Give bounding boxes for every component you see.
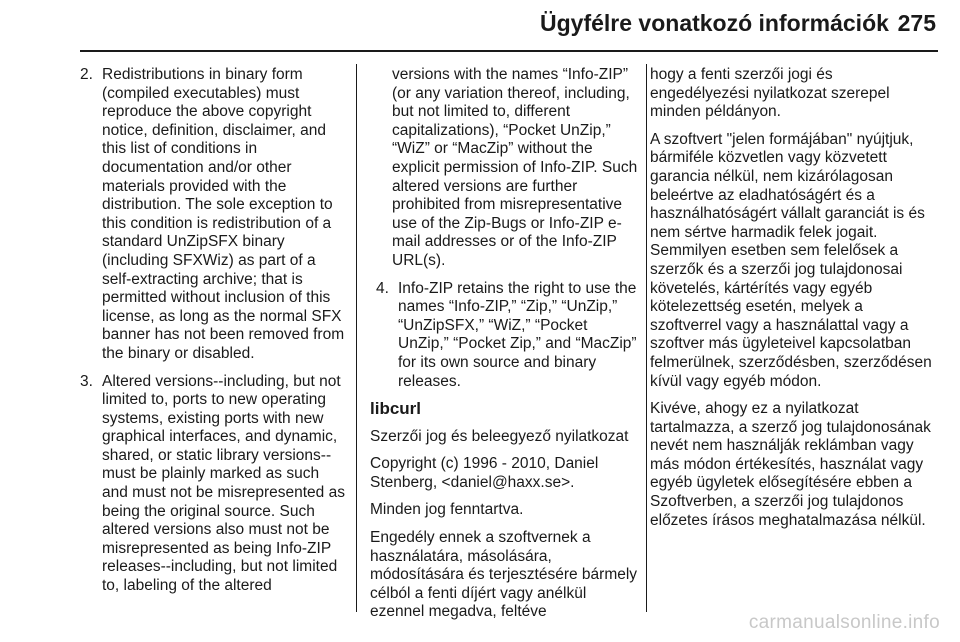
section-heading-libcurl: libcurl: [370, 399, 422, 419]
list-item-4: [370, 280, 638, 392]
paragraph: Copyright (c) 1996 - 2010, Daniel Stenberg, <daniel@haxx.se>.: [370, 455, 599, 491]
paragraph: Kivéve, ahogy ez a nyilatkozat tartalmazza, a szerző jog tulajdonosának nevét nem használják reklámban vagy más módon értékesítés, használat vagy egyéb ügyletek elősegítésére ebben a Szoftverben, a szerzői jog tulajdonos előzetes írásos meghatalmazása nélkül.: [650, 400, 931, 529]
header-divider: [80, 50, 938, 52]
page-title: Ügyfélre vonatkozó információk: [540, 10, 889, 36]
list-item-number: 4.: [376, 279, 389, 297]
column-divider-1: [356, 64, 357, 612]
list-item-text: Info-ZIP retains the right to use the names “Info-ZIP,” “Zip,” “UnZip,” “UnZipSFX,” “WiZ,” “Pocket UnZip,” “Pocket Zip,” and “MacZip” for its own source and binary releases.: [398, 279, 637, 390]
list-item-3: [80, 373, 348, 596]
watermark: carmanualsonline.info: [748, 612, 940, 633]
paragraph: Minden jog fenntartva.: [370, 501, 524, 519]
paragraph: A szoftvert "jelen formájában" nyújtjuk, bármiféle közvetlen vagy közvetett garancia nélkül, nem kizárólagosan beleértve az eladhatóságért és a használhatóságért vállalt garanciát is és nem sértve harmadik felek jogait. Semmilyen esetben sem felelősek a szerzők és a szerzői jog tulajdonosai követelés, kártérítés vagy egyéb kötelezettség esetén, melyek a szoftverrel vagy a használattal vagy a szoftver más ügyleteivel kapcsolatban felmerülnek, szerződésben, szerződésen kívül vagy egyéb módon.: [650, 130, 932, 390]
list-item-number: 2.: [80, 66, 93, 83]
column-1: [80, 66, 348, 605]
list-item-3-continuation: versions with the names “Info-ZIP” (or any variation thereof, including, but not limited to, different capitalizations), “Pocket UnZip,” “WiZ” or “MacZip” without the explicit permission of Info-ZIP. Such altered versions are further prohibited from misrepresentative use of the Zip-Bugs or Info-ZIP e-mail addresses or of the Info-ZIP URL(s).: [392, 66, 638, 269]
column-2: [370, 66, 638, 631]
list-item-text: Altered versions--including, but not limited to, ports to new operating systems, existing ports with new graphical interfaces, and dynamic, shared, or static library versions--must be plainly marked as such and must not be misrepresented as being the original source. Such altered versions also must not be misrepresented as being Info-ZIP releases--including, but not limited to, labeling of the altered: [102, 372, 345, 595]
paragraph: Szerzői jog és beleegyező nyilatkozat: [370, 427, 629, 445]
list-item-2: [80, 66, 348, 364]
list-item-text: Redistributions in binary form (compiled executables) must reproduce the above copyright notice, definition, disclaimer, and this list of conditions in documentation and/or other materials provided with the distribution. The sole exception to this condition is redistribution of a standard UnZipSFX binary (including SFXWiz) as part of a self-extracting archive; that is permitted without inclusion of this license, as long as the normal SFX banner has not been removed from the binary or disabled.: [102, 66, 345, 362]
column-3: [650, 66, 934, 539]
column-divider-2: [646, 64, 647, 612]
list-item-number: 3.: [80, 372, 93, 390]
page-number: 275: [897, 10, 936, 36]
paragraph: Engedély ennek a szoftvernek a használatára, másolására, módosítására és terjesztésére bármely célból a fenti díjért vagy anélkül ezennel megadva, feltéve: [370, 529, 638, 621]
paragraph: hogy a fenti szerzői jogi és engedélyezési nyilatkozat szerepel minden példányon.: [650, 66, 890, 121]
